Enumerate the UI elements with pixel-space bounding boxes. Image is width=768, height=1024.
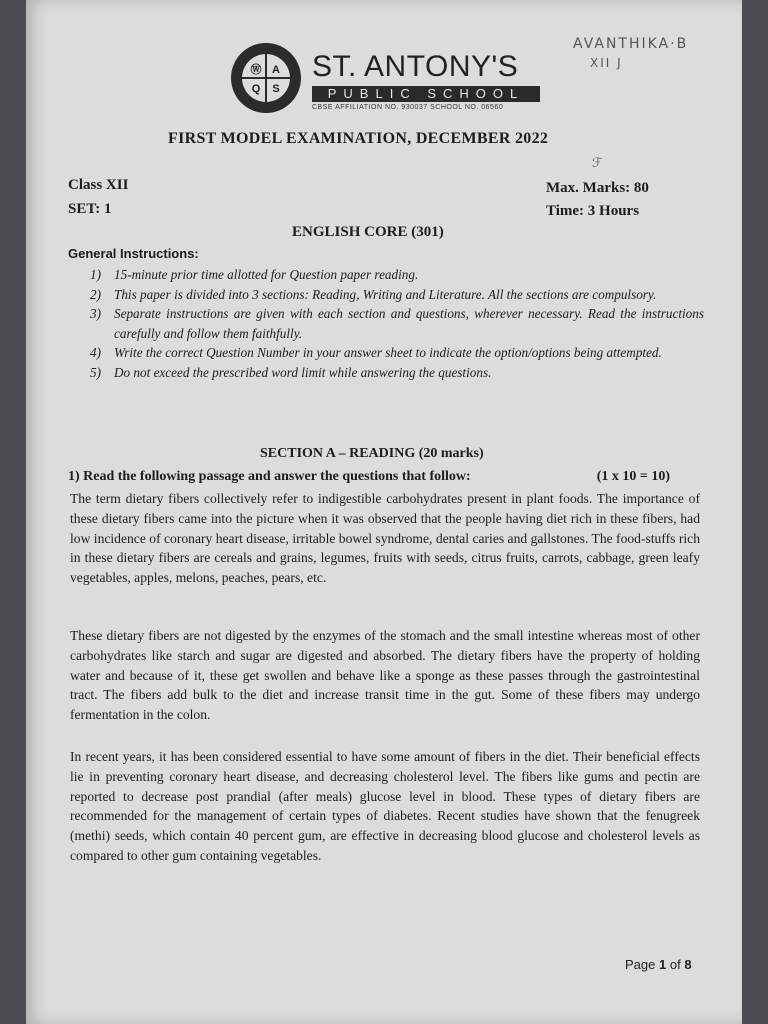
logo-letter-3: Q <box>251 83 261 95</box>
instruction-text: This paper is divided into 3 sections: Reading, Writing and Literature. All the sections are compulsory. <box>114 286 657 302</box>
of-word: of <box>669 957 681 972</box>
class-label: Class XII <box>68 177 129 193</box>
instruction-text: 15-minute prior time allotted for Question paper reading. <box>114 267 419 282</box>
max-marks: Max. Marks: 80 <box>546 180 649 196</box>
instruction-text: Separate instructions are given with each section and questions, wherever necessary. Read the instructions carefully and follow them faithfully. <box>114 306 704 341</box>
subject-title: ENGLISH CORE (301) <box>292 224 444 240</box>
current-page: 1 <box>659 957 667 972</box>
handwritten-class: XII J <box>590 56 623 70</box>
page-number <box>625 957 692 972</box>
passage-paragraph-1: The term dietary fibers collectively refer to indigestible carbohydrates present in plant foods. The importance of these dietary fibers came into the picture when it was observed that the people having diet rich in these fibers, had low incidence of coronary heart disease, irritable bowel syndrome, dental caries and gallstones. The food-stuffs rich in these dietary fibers are cereals and grains, legumes, fruits with seeds, citrus fruits, carrots, cabbage, green leafy vegetables, apples, melons, peaches, pears, etc. <box>70 491 700 586</box>
instruction-text: Do not exceed the prescribed word limit while answering the questions. <box>114 364 492 380</box>
question-1-prompt <box>68 469 700 485</box>
handwritten-mark: ℱ <box>592 156 605 171</box>
passage-paragraph-3: In recent years, it has been considered essential to have some amount of fibers in the diet. Their beneficial effects lie in preventing coronary heart disease, and decreasing cholesterol level. The fibers like gums and pectin are reported to decrease post prandial (after meals) glucose level in blood. These types of dietary fibers are recommended for the management of certain types of diabetes. Recent studies have shown that the fenugreek (methi) seeds, which contain 40 percent gum, are effective in decreasing blood glucose and cholesterol levels as compared to other gum containing vegetables. <box>70 749 700 863</box>
exam-title: FIRST MODEL EXAMINATION, DECEMBER 2022 <box>168 130 549 147</box>
instruction-number: 5) <box>90 364 101 380</box>
affiliation-line: CBSE AFFILIATION NO. 930037 SCHOOL NO. 06560 <box>312 104 504 111</box>
instruction-item <box>68 363 704 383</box>
instruction-number: 1) <box>90 267 101 282</box>
instruction-item <box>68 304 704 343</box>
school-logo-emblem <box>230 42 302 114</box>
instruction-item <box>68 285 704 305</box>
section-a-title: SECTION A – READING (20 marks) <box>260 446 484 461</box>
passage-paragraph-2: These dietary fibers are not digested by the enzymes of the stomach and the small intestine whereas most of other carbohydrates like starch and sugar are digested and absorbed. The dietary fibers have the property of holding water and because of it, these get swollen and behave like a sponge as these passes through the gastrointestinal tract. The fibers add bulk to the diet and increase transit time in the gut. Some of these fibers may undergo fermentation in the colon. <box>70 628 700 723</box>
instruction-item <box>68 265 704 285</box>
handwritten-student-name: AVANTHIKA·B <box>573 36 689 52</box>
instructions-heading: General Instructions: <box>68 246 199 261</box>
question-1-marks: (1 x 10 = 10) <box>596 469 670 484</box>
logo-letter-1: Ⓦ <box>250 64 262 76</box>
logo-letter-4: S <box>272 83 280 95</box>
page-word: Page <box>625 957 656 972</box>
school-name: ST. ANTONY'S <box>312 50 519 83</box>
question-1-text: 1) Read the following passage and answer the questions that follow: <box>68 469 471 484</box>
instruction-number: 2) <box>90 286 101 302</box>
instructions-list <box>68 265 704 382</box>
exam-time: Time: 3 Hours <box>546 203 640 219</box>
instruction-item <box>68 343 704 363</box>
instruction-text: Write the correct Question Number in your answer sheet to indicate the option/options being attempted. <box>114 345 662 360</box>
set-label: SET: 1 <box>68 201 112 217</box>
instruction-number: 4) <box>90 345 101 360</box>
school-subtitle: PUBLIC SCHOOL <box>312 86 540 102</box>
total-pages: 8 <box>684 957 692 972</box>
instruction-number: 3) <box>90 306 101 321</box>
logo-letter-2: A <box>272 64 280 76</box>
